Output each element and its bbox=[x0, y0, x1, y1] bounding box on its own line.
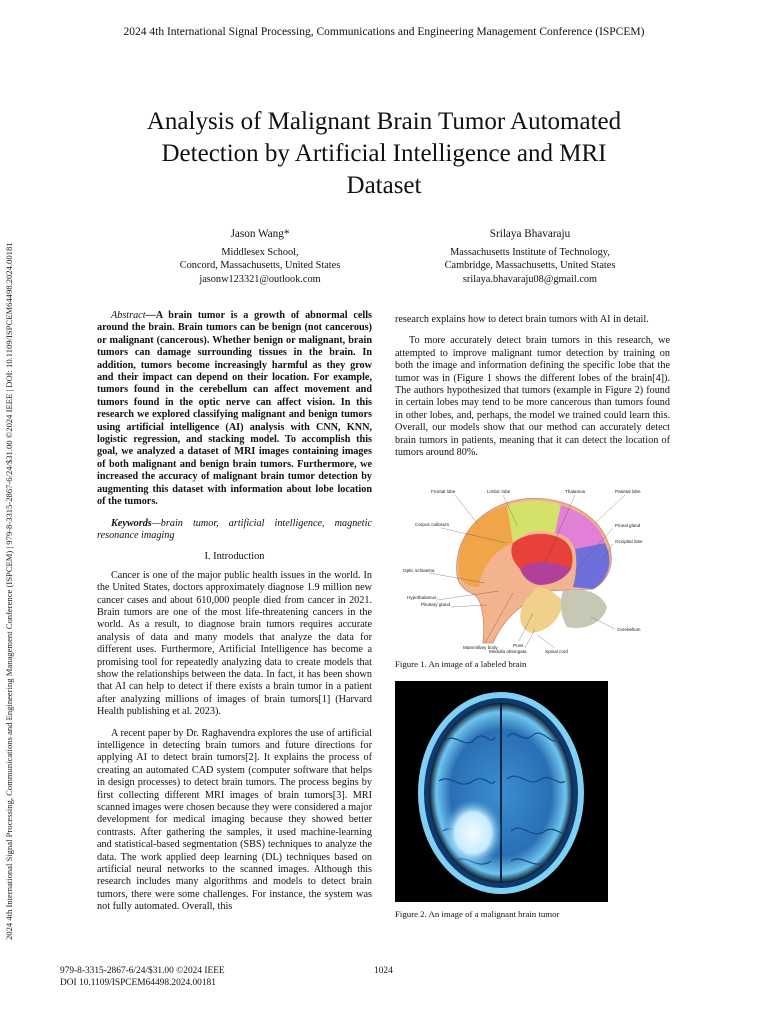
cerebellum-region bbox=[561, 590, 607, 628]
keywords-text: —brain tumor, artificial intelligence, magnetic resonance imaging bbox=[97, 517, 372, 541]
label-mammillary-body: Mammillary body bbox=[463, 645, 498, 650]
abstract-text: —A brain tumor is a growth of abnormal cells around the brain. Brain tumors can be benign (not cancerous) or malignant (cancerous). Whether benign or malignant, brain tumors can damage surrounding tissues in the brain. In addition, tumors become increasingly harmful as they grow and their impact can depend on their location. For example, tumors found in the cerebellum can affect movement and tumors found in the optic nerve can affect vision. In this research we explored classifying malignant and benign tumors using artificial intelligence (AI) analysis with CNN, KNN, logistic regression, and stacking model. To accomplish this goal, we analyzed a dataset of MRI images containing images of both malignant and benign brain tumors. Furthermore, we increased the accuracy of malignant brain tumor detection by augmenting this dataset with information about lobe location of the tumors. bbox=[97, 310, 372, 508]
keywords bbox=[97, 518, 372, 543]
label-pons: Pons bbox=[513, 643, 524, 648]
author-name: Jason Wang* bbox=[230, 228, 290, 240]
intro-paragraph-4: To more accurately detect brain tumors in this research, we attempted to improve malignant tumor detection by training on both the image and information defining the specific lobe that the tumor was in (Figure 1 shows the different lobes of the brain[4]). The authors hypothesized that tumors (example in Figure 2) found in certain lobes may tend to be more cancerous than tumors found in other lobes, and, perhaps, the model we trained could learn this. Overall, our models show that our method can accurately detect brain tumors in patients, meaning that it can detect the location of tumors around 80%. bbox=[395, 335, 670, 459]
label-cerebellum: Cerebellum bbox=[617, 627, 641, 632]
author-location: Cambridge, Massachusetts, United States bbox=[444, 260, 616, 271]
title-line-2: Detection by Artificial Intelligence and MRI bbox=[161, 140, 607, 167]
label-spinal-cord: Spinal cord bbox=[545, 649, 568, 654]
abstract-label: Abstract bbox=[111, 310, 146, 321]
label-parietal-lobe: Parietal lobe bbox=[615, 489, 641, 494]
intro-paragraph-1: Cancer is one of the major public health issues in the world. In the United States, doctors approximately diagnose 1.9 million new cancer cases and about 610,000 people died from cancer in 2021. Brain tumors are one of the most life-threatening cancers in the world. As a result, to diagnose brain tumors requires accurate analysis of data and many models that analyze the data for different uses. Furthermore, Artificial Intelligence has become a promising tool for repeatedly analyzing data to create models that show the relationships between the data. In fact, it has been shown that AI can help to detect if there exists a brain tumor in a patient after analyzing millions of images of brain tumors[1] (Harvard Health publishing et al. 2023). bbox=[97, 569, 372, 718]
label-pituitary-gland: Pituitary gland bbox=[421, 602, 451, 607]
page-number: 1024 bbox=[374, 966, 393, 976]
keywords-label: Keywords bbox=[111, 517, 152, 529]
right-column bbox=[395, 314, 670, 468]
label-corpus-callosum: Corpus callosum bbox=[415, 522, 450, 527]
paper-title bbox=[90, 106, 678, 202]
label-medulla-oblongata: Medulla oblongata bbox=[489, 649, 527, 654]
author-block-2 bbox=[380, 228, 680, 286]
label-hypothalamus: Hypothalamus bbox=[407, 595, 437, 600]
left-column bbox=[97, 310, 372, 923]
mri-illustration bbox=[395, 681, 608, 902]
intro-paragraph-3: research explains how to detect brain tumors with AI in detail. bbox=[395, 314, 649, 325]
figure-2-caption: Figure 2. An image of a malignant brain tumor bbox=[395, 909, 560, 919]
conference-header: 2024 4th International Signal Processing, Communications and Engineering Management Conference (ISPCEM) bbox=[123, 26, 645, 38]
mri-tumor-highlight bbox=[443, 799, 503, 867]
title-line-3: Dataset bbox=[346, 172, 422, 199]
label-pineal-gland: Pineal gland bbox=[615, 523, 641, 528]
label-thalamus: Thalamus bbox=[565, 489, 586, 494]
occipital-lobe-region bbox=[573, 543, 609, 589]
author-name: Srilaya Bhavaraju bbox=[489, 228, 571, 240]
abstract bbox=[97, 310, 372, 509]
author-email[interactable]: jasonw123321@outlook.com bbox=[199, 273, 321, 285]
section-heading-introduction: I. Introduction bbox=[204, 551, 265, 563]
label-frontal-lobe: Frontal lobe bbox=[431, 489, 456, 494]
intro-paragraph-2: A recent paper by Dr. Raghavendra explores the use of artificial intelligence in detecting brain tumors and future directions for applying AI to detect brain tumors[2]. It explains the process of creating an automated CAD system (computer software that helps in design processes) to detect brain tumors. The process begins by first collecting different MRI images of brain tumors[3]. MRI scanned images were chosen because they were considered a major development for medical imaging because they showed better contrasts. After gathering the samples, it used machine-learning and statistical-based segmentation (SBS) techniques to analyze the data. The work applied deep learning (DL) techniques based on artificial neural networks to the scanned images. Although this research includes many algorithms and models to detect brain tumors, there were some challenges. For instance, the system was not fully automated. Overall, this bbox=[97, 727, 372, 913]
title-line-1: Analysis of Malignant Brain Tumor Automated bbox=[146, 108, 622, 135]
author-location: Concord, Massachusetts, United States bbox=[179, 260, 341, 271]
footer-left bbox=[60, 966, 225, 989]
author-affiliation: Middlesex School, bbox=[221, 246, 299, 258]
label-limbic-lobe: Limbic lobe bbox=[487, 489, 511, 494]
footer-doi: DOI 10.1109/ISPCEM64498.2024.00181 bbox=[60, 977, 216, 988]
footer-isbn: 979-8-3315-2867-6/24/$31.00 ©2024 IEEE bbox=[60, 966, 225, 976]
side-citation-text: 2024 4th International Signal Processing, Communications and Engineering Management Conference (ISPCEM) | 979-8-3315-2867-6/24/$31.00 ©2024 IEEE | DOI: 10.1109/ISPCEM64498.2024.00181 bbox=[4, 242, 14, 940]
figure-2-mri-scan bbox=[395, 681, 608, 902]
figure-1-caption: Figure 1. An image of a labeled brain bbox=[395, 659, 527, 669]
author-block-1 bbox=[110, 228, 410, 286]
brain-illustration bbox=[395, 483, 655, 655]
label-optic-schiasma: Optic schiasma bbox=[403, 568, 435, 573]
author-email[interactable]: srilaya.bhavaraju08@gmail.com bbox=[462, 273, 598, 285]
figure-1-labeled-brain bbox=[395, 483, 655, 655]
author-affiliation: Massachusetts Institute of Technology, bbox=[450, 246, 610, 258]
label-occipital-lobe: Occipital lobe bbox=[615, 539, 643, 544]
